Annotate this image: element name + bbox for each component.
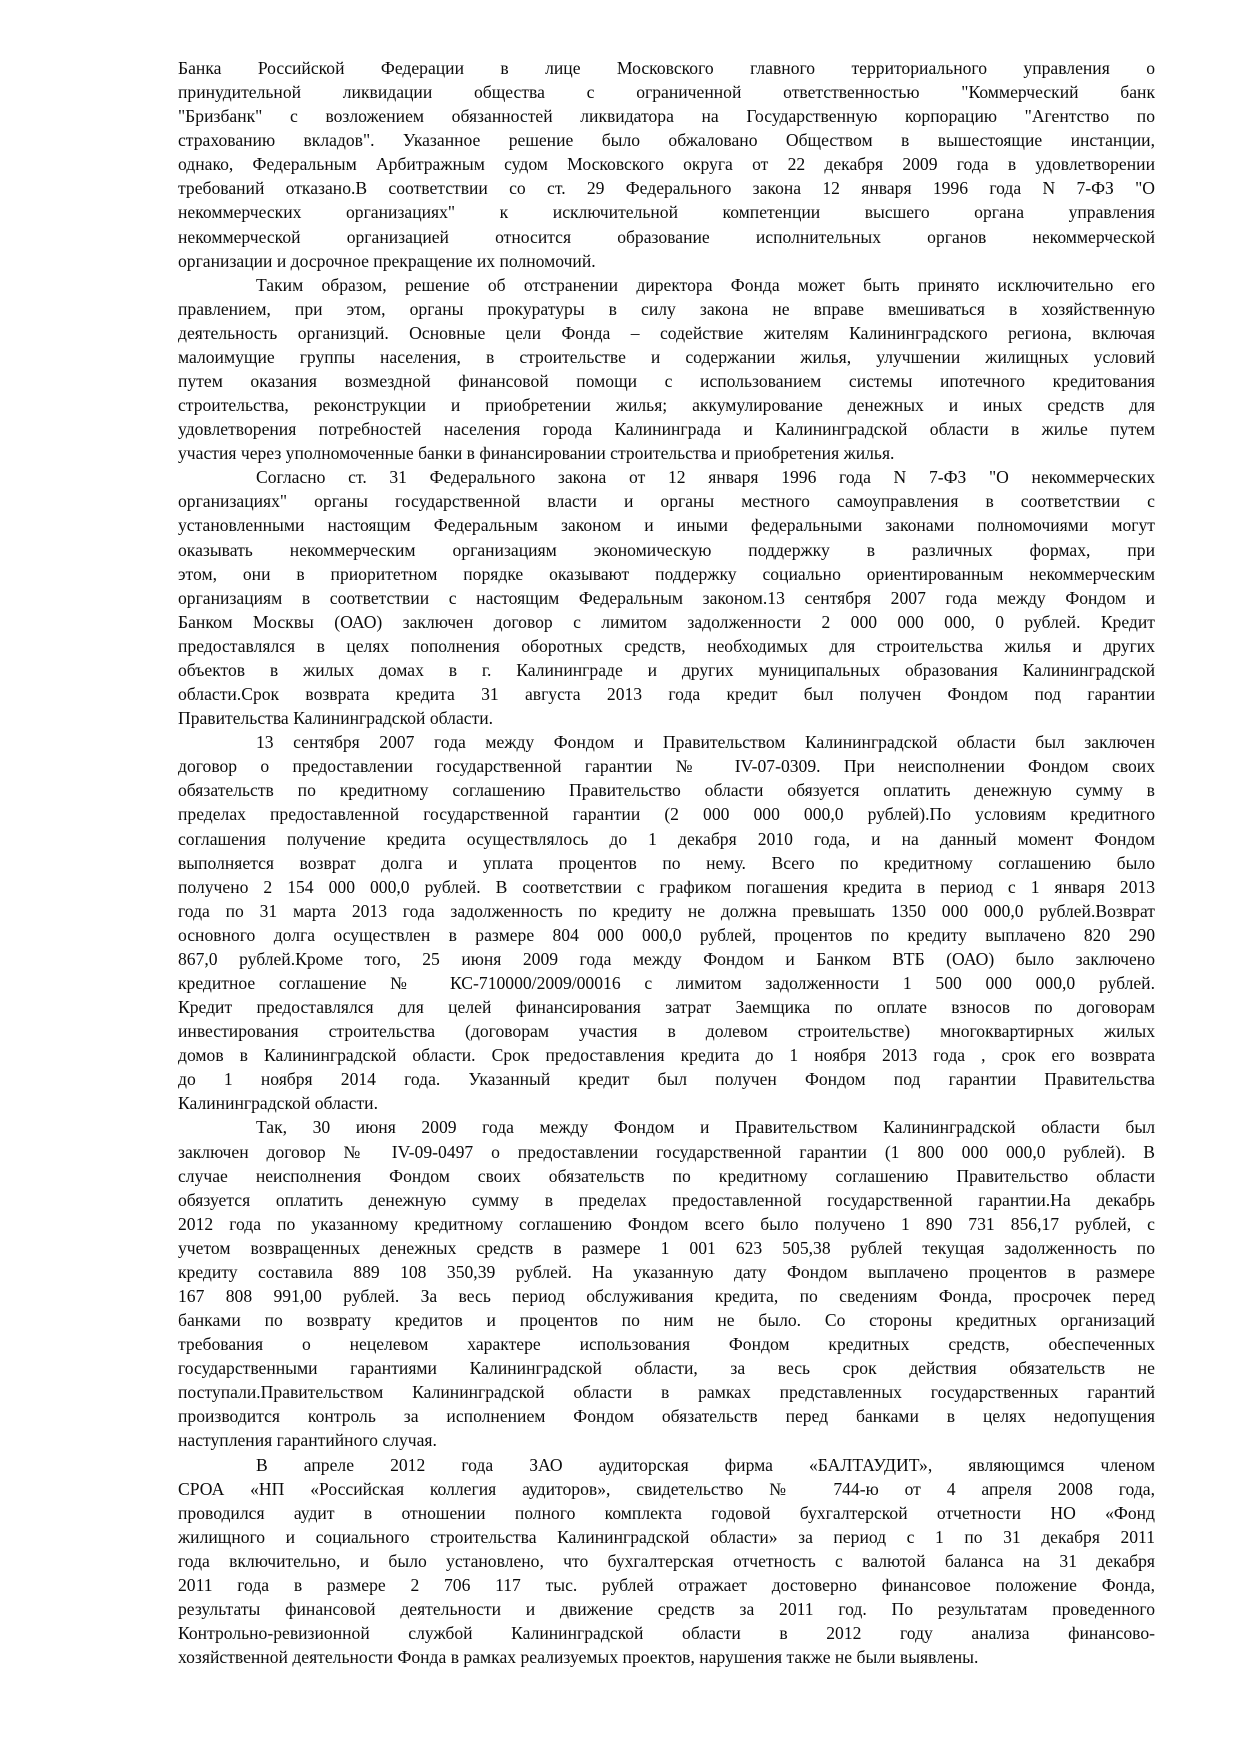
text-line: заключен договор № IV-09-0497 о предоставлении государственной гарантии (1 800 000 000,0 рублей). В <box>178 1141 1155 1162</box>
text-line: поступали.Правительством Калининградской области в рамках представленных государственных гарантий <box>178 1382 1155 1403</box>
text-line: случае неисполнения Фондом своих обязательств по кредитному соглашению Правительство области <box>178 1165 1155 1186</box>
paragraph <box>178 465 1155 730</box>
text-line: года включительно, и было установлено, что бухгалтерская отчетность с валютой баланса на 31 декабря <box>178 1550 1155 1571</box>
text-line: 167 808 991,00 рублей. За весь период обслуживания кредита, по сведениям Фонда, просрочек перед <box>178 1285 1155 1306</box>
text-line: некоммерческих организациях" к исключительной компетенции высшего органа управления <box>178 202 1155 223</box>
text-line: года по 31 марта 2013 года задолженность по кредиту не должна превышать 1350 000 000,0 рублей.Возврат <box>178 900 1155 921</box>
text-line: Правительства Калининградской области. <box>178 708 494 729</box>
text-line: малоимущие группы населения, в строительстве и содержании жилья, улучшении жилищных условий <box>178 346 1155 367</box>
text-line: однако, Федеральным Арбитражным судом Московского округа от 22 декабря 2009 года в удовлетворении <box>178 154 1155 175</box>
text-line: результаты финансовой деятельности и движение средств за 2011 год. По результатам проведенного <box>178 1599 1155 1619</box>
text-line: кредитное соглашение № КС-710000/2009/00016 с лимитом задолженности 1 500 000 000,0 рублей. <box>178 972 1155 993</box>
text-line: Кредит предоставлялся для целей финансирования затрат Заемщика по оплате взносов по договорам <box>178 997 1155 1018</box>
paragraph <box>178 56 1155 273</box>
text-line: инвестирования строительства (договорам участия в долевом строительстве) многоквартирных жилых <box>178 1021 1155 1042</box>
text-line: Контрольно-ревизионной службой Калининградской области в 2012 году анализа финансово- <box>178 1623 1155 1644</box>
text-line: оказывать некоммерческим организациям экономическую поддержку в различных формах, при <box>178 539 1155 560</box>
text-line: требований отказано.В соответствии со ст. 29 Федерального закона 12 января 1996 года N 7-ФЗ "О <box>178 178 1155 199</box>
paragraph <box>178 273 1155 466</box>
text-line: путем оказания возмездной финансовой помощи с использованием системы ипотечного кредитования <box>178 371 1155 392</box>
text-line: основного долга осуществлен в размере 804 000 000,0 рублей, процентов по кредиту выплачено 820 290 <box>178 924 1155 945</box>
text-line: страхованию вкладов". Указанное решение было обжаловано Обществом в вышестоящие инстанции, <box>178 130 1155 151</box>
text-line: хозяйственной деятельности Фонда в рамках реализуемых проектов, нарушения также не были выявлены. <box>178 1647 979 1668</box>
text-line: обязательств по кредитному соглашению Правительство области обязуется оплатить денежную сумму в <box>178 780 1155 801</box>
text-line: Банка Российской Федерации в лице Московского главного территориального управления о <box>178 58 1155 78</box>
text-line: некоммерческой организацией относится образование исполнительных органов некоммерческой <box>178 226 1155 247</box>
text-line: В апреле 2012 года ЗАО аудиторская фирма «БАЛТАУДИТ», являющимся членом <box>256 1454 1155 1475</box>
text-line: обязуется оплатить денежную сумму в пределах предоставленной государственной гарантии.На декабрь <box>178 1189 1155 1210</box>
paragraph <box>178 730 1155 1115</box>
text-line: получено 2 154 000 000,0 рублей. В соответствии с графиком погашения кредита в период с 1 января 2013 <box>178 876 1155 897</box>
text-line: домов в Калининградской области. Срок предоставления кредита до 1 ноября 2013 года , срок его возврата <box>178 1045 1155 1066</box>
text-line: правлением, при этом, органы прокуратуры в силу закона не вправе вмешиваться в хозяйственную <box>178 298 1155 319</box>
text-line: этом, они в приоритетном порядке оказывают поддержку социально ориентированным некоммерческим <box>178 563 1155 584</box>
document-body <box>178 56 1155 1669</box>
text-line: установленными настоящим Федеральным законом и иными федеральными законами полномочиями могут <box>178 515 1155 536</box>
text-line: объектов в жилых домах в г. Калининграде и других муниципальных образования Калининградской <box>178 659 1155 680</box>
text-line: 2011 года в размере 2 706 117 тыс. рублей отражает достоверно финансовое положение Фонда, <box>178 1574 1155 1595</box>
text-line: участия через уполномоченные банки в финансировании строительства и приобретения жилья. <box>178 443 895 464</box>
paragraph <box>178 1115 1155 1452</box>
text-line: пределах предоставленной государственной гарантии (2 000 000 000,0 рублей).По условиям кредитного <box>178 804 1155 825</box>
text-line: выполняется возврат долга и уплата процентов по нему. Всего по кредитному соглашению было <box>178 852 1155 873</box>
text-line: "Бризбанк" с возложением обязанностей ликвидатора на Государственную корпорацию "Агентство по <box>178 106 1155 127</box>
text-line: кредиту составила 889 108 350,39 рублей. На указанную дату Фондом выплачено процентов в размере <box>178 1261 1155 1282</box>
text-line: предоставлялся в целях пополнения оборотных средств, необходимых для строительства жилья и других <box>178 635 1155 656</box>
text-line: организациях" органы государственной власти и органы местного самоуправления в соответствии с <box>178 491 1155 512</box>
text-line: государственными гарантиями Калининградской области, за весь срок действия обязательств не <box>178 1358 1155 1379</box>
text-line: 13 сентября 2007 года между Фондом и Правительством Калининградской области был заключен <box>256 732 1155 753</box>
text-line: Калининградской области. <box>178 1093 378 1114</box>
text-line: Согласно ст. 31 Федерального закона от 12 января 1996 года N 7-ФЗ "О некоммерческих <box>256 467 1155 488</box>
text-line: банками по возврату кредитов и процентов по ним не было. Со стороны кредитных организаций <box>178 1310 1155 1331</box>
text-line: Таким образом, решение об отстранении директора Фонда может быть принято исключительно его <box>256 274 1155 295</box>
text-line: требования о нецелевом характере использования Фондом кредитных средств, обеспеченных <box>178 1334 1155 1355</box>
text-line: организациям в соответствии с настоящим Федеральным законом.13 сентября 2007 года между Фондом и <box>178 587 1155 608</box>
text-line: Банком Москвы (ОАО) заключен договор с лимитом задолженности 2 000 000 000, 0 рублей. Кредит <box>178 611 1155 632</box>
text-line: производится контроль за исполнением Фондом обязательств перед банками в целях недопущения <box>178 1406 1155 1427</box>
text-line: договор о предоставлении государственной гарантии № IV-07-0309. При неисполнении Фондом своих <box>178 756 1155 777</box>
text-line: соглашения получение кредита осуществлялось до 1 декабря 2010 года, и на данный момент Фондом <box>178 828 1155 849</box>
text-line: организации и досрочное прекращение их полномочий. <box>178 250 596 271</box>
text-line: наступления гарантийного случая. <box>178 1430 437 1451</box>
text-line: строительства, реконструкции и приобретении жилья; аккумулирование денежных и иных средств для <box>178 395 1155 416</box>
text-line: учетом возвращенных денежных средств в размере 1 001 623 505,38 рублей текущая задолженность по <box>178 1237 1155 1258</box>
text-line: проводился аудит в отношении полного комплекта годовой бухгалтерской отчетности НО «Фонд <box>178 1502 1155 1523</box>
text-line: деятельность организций. Основные цели Фонда – содействие жителям Калининградского региона, включая <box>178 322 1155 343</box>
text-line: принудительной ликвидации общества с ограниченной ответственностью "Коммерческий банк <box>178 82 1155 103</box>
text-line: области.Срок возврата кредита 31 августа 2013 года кредит был получен Фондом под гарантии <box>178 684 1155 705</box>
paragraph <box>178 1453 1155 1670</box>
text-line: 867,0 рублей.Кроме того, 25 июня 2009 года между Фондом и Банком ВТБ (ОАО) было заключено <box>178 948 1155 969</box>
text-line: СРОА «НП «Российская коллегия аудиторов», свидетельство № 744-ю от 4 апреля 2008 года, <box>178 1478 1155 1499</box>
text-line: до 1 ноября 2014 года. Указанный кредит был получен Фондом под гарантии Правительства <box>178 1069 1155 1090</box>
text-line: удовлетворения потребностей населения города Калининграда и Калининградской области в жилье путем <box>178 419 1155 440</box>
text-line: 2012 года по указанному кредитному соглашению Фондом всего было получено 1 890 731 856,17 рублей, с <box>178 1213 1155 1234</box>
text-line: жилищного и социального строительства Калининградской области» за период с 1 по 31 декабря 2011 <box>178 1526 1155 1547</box>
text-line: Так, 30 июня 2009 года между Фондом и Правительством Калининградской области был <box>256 1117 1155 1138</box>
